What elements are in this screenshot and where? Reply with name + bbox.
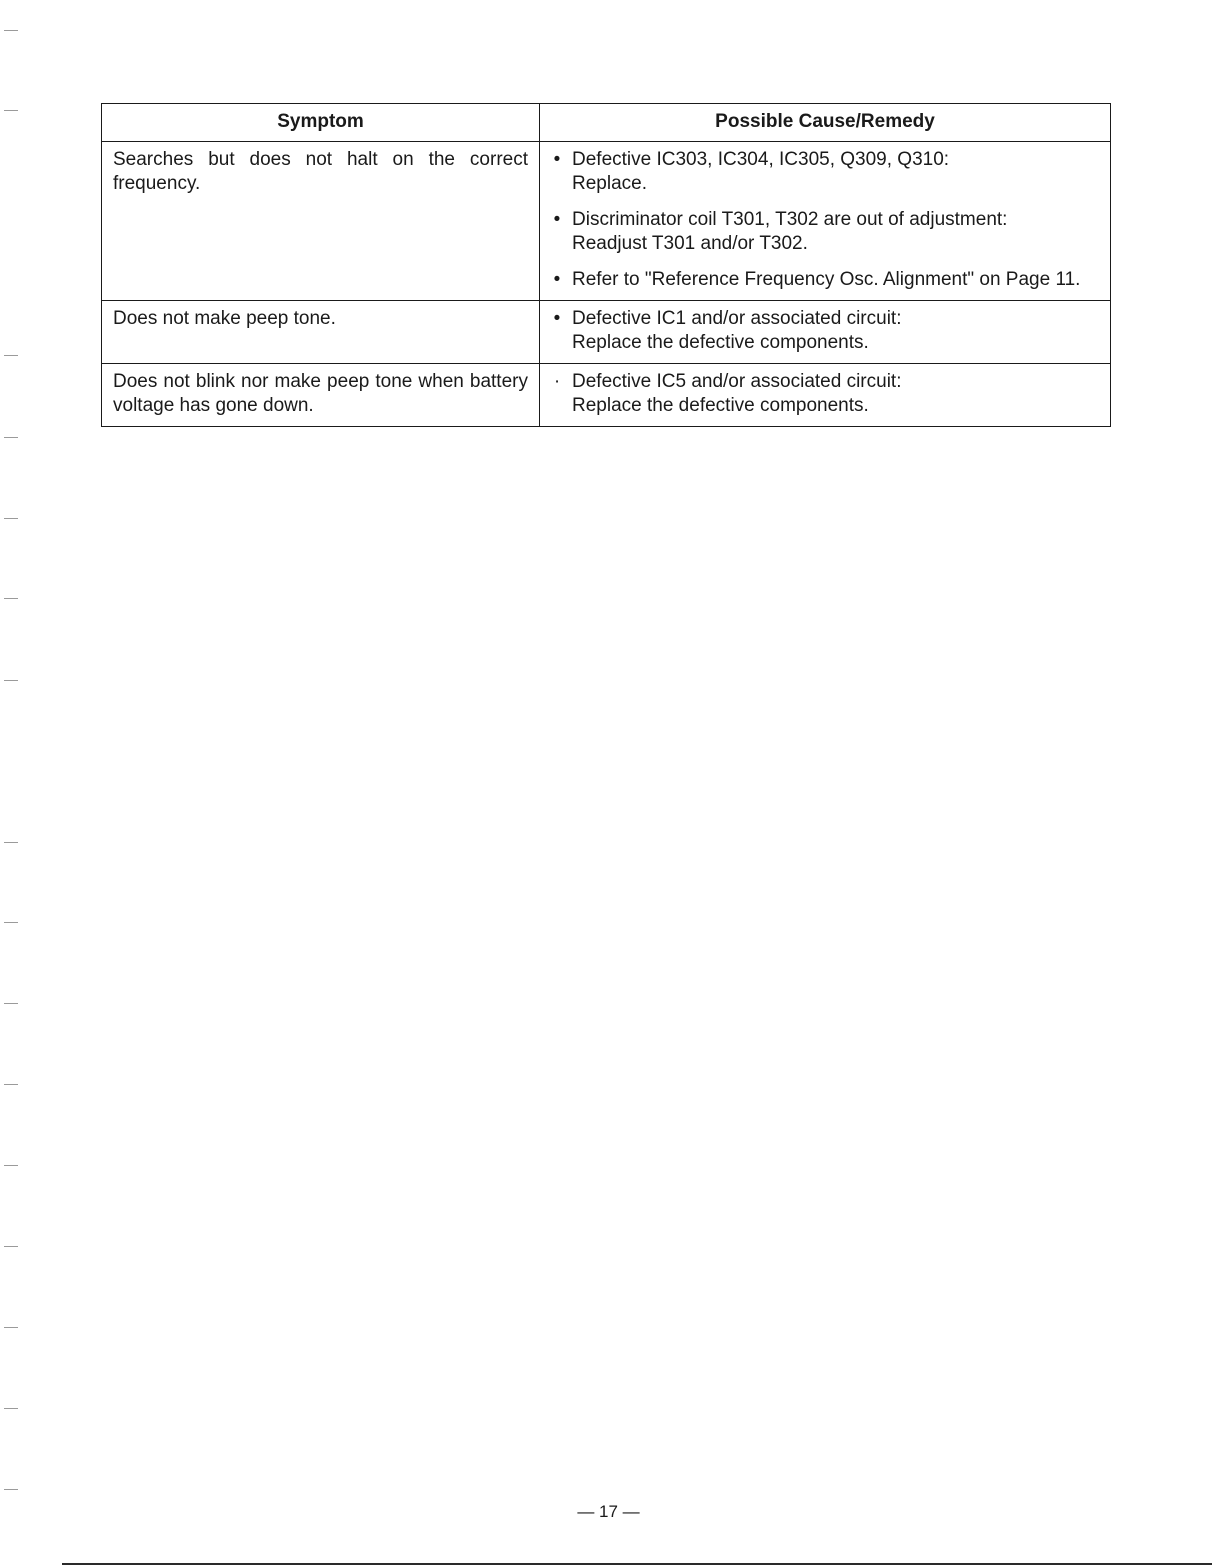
symptom-cell: Searches but does not halt on the correct frequency. — [102, 142, 540, 301]
cause-line: Defective IC1 and/or associated circuit: — [572, 308, 902, 329]
bottom-rule — [62, 1563, 1212, 1565]
cause-line: Refer to "Reference Frequency Osc. Alignment" on Page 11. — [572, 269, 1081, 290]
scan-mark — [4, 1327, 18, 1328]
cause-list — [548, 307, 1100, 355]
scan-mark — [4, 518, 18, 519]
table-row — [102, 142, 1111, 301]
bullet-icon: • — [553, 269, 561, 290]
scan-mark — [4, 680, 18, 681]
remedy-header: Possible Cause/Remedy — [540, 104, 1111, 142]
scan-mark — [4, 922, 18, 923]
remedy-line: Replace the defective components. — [572, 332, 869, 353]
bullet-icon: • — [553, 209, 561, 230]
cause-line: Discriminator coil T301, T302 are out of adjustment: — [572, 209, 1008, 230]
cause-item — [548, 268, 1100, 292]
remedy-cell — [540, 364, 1111, 427]
table-row — [102, 301, 1111, 364]
scan-mark — [4, 1246, 18, 1247]
symptom-header: Symptom — [102, 104, 540, 142]
scan-mark — [4, 110, 18, 111]
scan-mark — [4, 598, 18, 599]
page-number: — 17 — — [577, 1502, 640, 1521]
cause-list — [548, 370, 1100, 418]
remedy-cell — [540, 142, 1111, 301]
table-row — [102, 364, 1111, 427]
cause-item — [548, 370, 1100, 418]
bullet-icon: • — [553, 308, 561, 329]
scan-mark — [4, 1165, 18, 1166]
scan-mark — [4, 437, 18, 438]
bullet-icon: · — [553, 371, 561, 392]
cause-line: Defective IC5 and/or associated circuit: — [572, 371, 902, 392]
cause-item — [548, 307, 1100, 355]
scan-mark — [4, 1489, 18, 1490]
bullet-icon: • — [553, 149, 561, 170]
scan-mark — [4, 842, 18, 843]
scan-mark — [4, 30, 18, 31]
symptom-cell: Does not make peep tone. — [102, 301, 540, 364]
cause-item — [548, 148, 1100, 196]
cause-list — [548, 148, 1100, 292]
cause-line: Defective IC303, IC304, IC305, Q309, Q310: — [572, 149, 950, 170]
remedy-line: Readjust T301 and/or T302. — [572, 233, 808, 254]
remedy-line: Replace the defective components. — [572, 395, 869, 416]
table-header-row — [102, 104, 1111, 142]
symptom-cell: Does not blink nor make peep tone when battery voltage has gone down. — [102, 364, 540, 427]
scan-mark — [4, 1084, 18, 1085]
scan-mark — [4, 1003, 18, 1004]
troubleshooting-table — [101, 103, 1111, 427]
remedy-cell — [540, 301, 1111, 364]
scan-mark — [4, 355, 18, 356]
scan-mark — [4, 1408, 18, 1409]
cause-item — [548, 208, 1100, 256]
remedy-line: Replace. — [572, 173, 647, 194]
